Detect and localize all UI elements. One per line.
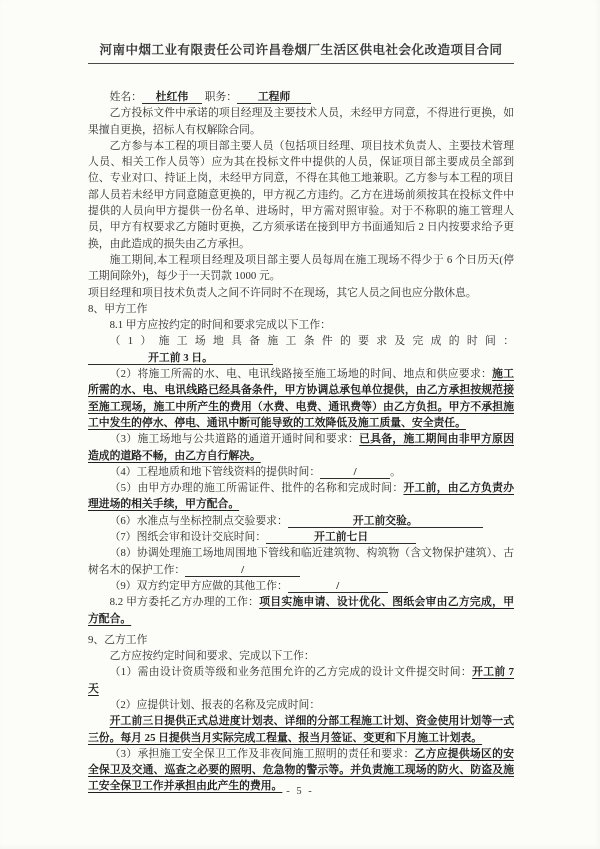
clause-9-item-2-value: 开工前三日提供正式总进度计划表、详细的分部工程施工计划、资金使用计划等一式三份。每月 25 日提供当月实际完成工程量、报当月签证、变更和下月施工计划表。 xyxy=(88,715,514,744)
clause-8-1-item-6 xyxy=(88,513,514,529)
item-label: （8）协调处理施工场地周围地下管线和临近建筑物、构筑物（含文物保护建筑）、古树名木的保护工作： xyxy=(88,547,514,576)
document-header xyxy=(88,40,514,64)
clause-8-1-item-2 xyxy=(88,366,514,431)
item-label: （3）施工场地与公共道路的通道开通时间和要求： xyxy=(109,433,360,446)
clause-8-1-item-5 xyxy=(88,480,514,513)
item-label: 8.2 甲方委托乙方办理的工作： xyxy=(109,596,260,609)
name-label: 姓名： xyxy=(109,91,142,103)
filled-value: 项目实施申请、设计优化、图纸会审由乙方完成，甲方配合。 xyxy=(88,596,514,625)
item-label: （1）需由设计资质等级和业务范围允许的乙方完成的设计文件提交时间： xyxy=(109,666,473,679)
item-label: （4）工程地质和地下管线资料的提供时间： xyxy=(109,465,321,478)
item-label: （7）图纸会审和设计交底时间： xyxy=(109,531,267,544)
item-label: （5）由甲方办理的施工所需证件、批件的名称和完成时间： xyxy=(109,482,404,495)
clause-8-1-item-9 xyxy=(88,578,514,594)
name-role-line xyxy=(88,89,514,105)
name-value: 杜红伟 xyxy=(142,89,202,104)
item-label: （6）水准点与坐标控制点交验要求： xyxy=(109,514,288,527)
clause-8-1-item-1 xyxy=(88,333,514,366)
job-label: 职务： xyxy=(204,91,238,103)
item-suffix: 。 xyxy=(390,465,401,478)
item-label: （3）承担施工安全保卫工作及非夜间施工照明的责任和要求： xyxy=(109,747,415,760)
filled-value: 乙方应提供场区的安全保卫及交通、巡查之必要的照明、危急物的警示等。并负责施工现场的防火、防盗及施工安全保卫工作并承担由此产生的费用。 xyxy=(88,747,514,793)
clause-project-team: 乙方参与本工程的项目部主要人员（包括项目经理、项目技术负责人、主要技术管理人员、相关工作人员等）应为其在投标文件中提供的人员，保证项目部主要成员全部到位、专业对口、持证上岗，未经甲方同意，不得在其他工地兼职。乙方参与本工程的项目部人员若未经甲方同意随意更换的，甲方视乙方违约。乙方在进场前须按其在投标文件中提供的人员向甲方提供一份名单、进场时，甲方需对照审验。对于不称职的施工管理人员，甲方有权要求乙方随时更换，乙方须承诺在接到甲方书面通知后 2 日内按要求给予更换，由此造成的损失由乙方承担。 xyxy=(88,139,514,250)
clause-8-1-item-4 xyxy=(88,464,514,480)
job-value: 工程师 xyxy=(237,89,311,104)
filled-value: 开工前，由乙方负责办理进场的相关手续，甲方配合。 xyxy=(88,482,514,511)
filled-blank: 开工前七日 xyxy=(266,529,416,544)
clause-8-2-delegate xyxy=(88,594,514,627)
filled-blank: 开工前 3 日。 xyxy=(88,350,273,365)
clause-personnel-change: 乙方投标文件中承诺的项目经理及主要技术人员，未经甲方同意，不得进行更换，如果擅自更换，招标人有权解除合同。 xyxy=(88,107,514,136)
filled-blank: / xyxy=(320,464,390,479)
item-label: （2）将施工所需的水、电、电讯线路接至施工场地的时间、地点和供应要求： xyxy=(109,368,493,381)
clause-rest-arrangement: 项目经理和项目技术负责人之间不许同时不在现场，其它人员之间也应分散休息。 xyxy=(88,286,477,299)
document-title: 河南中烟工业有限责任公司许昌卷烟厂生活区供电社会化改造项目合同 xyxy=(99,43,503,57)
filled-blank: / xyxy=(185,562,300,577)
filled-blank: / xyxy=(288,578,388,593)
clause-8-1-item-8 xyxy=(88,545,514,578)
filled-value: 已具备，施工期间由非甲方原因造成的道路不畅，由乙方自行解决。 xyxy=(88,433,515,462)
clause-9-item-2-label: （2）应提供计划、报表的名称及完成时间： xyxy=(109,698,321,711)
document-body xyxy=(88,89,514,795)
section-8-1-intro: 8.1 甲方应按约定的时间和要求完成以下工作： xyxy=(109,319,331,332)
filled-blank: 开工前交验。 xyxy=(288,513,483,528)
item-label: （9）双方约定甲方应做的其他工作： xyxy=(109,579,288,592)
clause-8-1-item-3 xyxy=(88,431,514,464)
section-8-heading: 8、甲方工作 xyxy=(88,302,148,315)
item-label: （1）施工场地具备施工条件的要求及完成的时间： xyxy=(109,335,514,348)
section-9-heading: 9、乙方工作 xyxy=(88,633,148,646)
filled-value: 施工所需的水、电、电讯线路已经具备条件，甲方协调总承包单位提供，由乙方承担按规范接至施工现场，施工中所产生的费用（水费、电费、通讯费等）由乙方负担。甲方不承担施工中发生的停水、停电、通讯中断可能导致的工效降低及施工质量、安全责任。 xyxy=(88,368,514,429)
clause-8-1-item-7 xyxy=(88,529,514,545)
filled-value: 开工前 7 天 xyxy=(88,666,514,695)
page-number: - 5 - xyxy=(286,786,314,797)
clause-site-attendance: 施工期间,本工程项目经理及项目部主要人员每周在施工现场不得少于 6 个日历天(停工期间除外)，每少于一天罚款 1000 元。 xyxy=(88,253,514,283)
clause-9-item-1 xyxy=(88,664,514,697)
section-9-intro: 乙方应按约定时间和要求、完成以下工作： xyxy=(109,650,315,663)
